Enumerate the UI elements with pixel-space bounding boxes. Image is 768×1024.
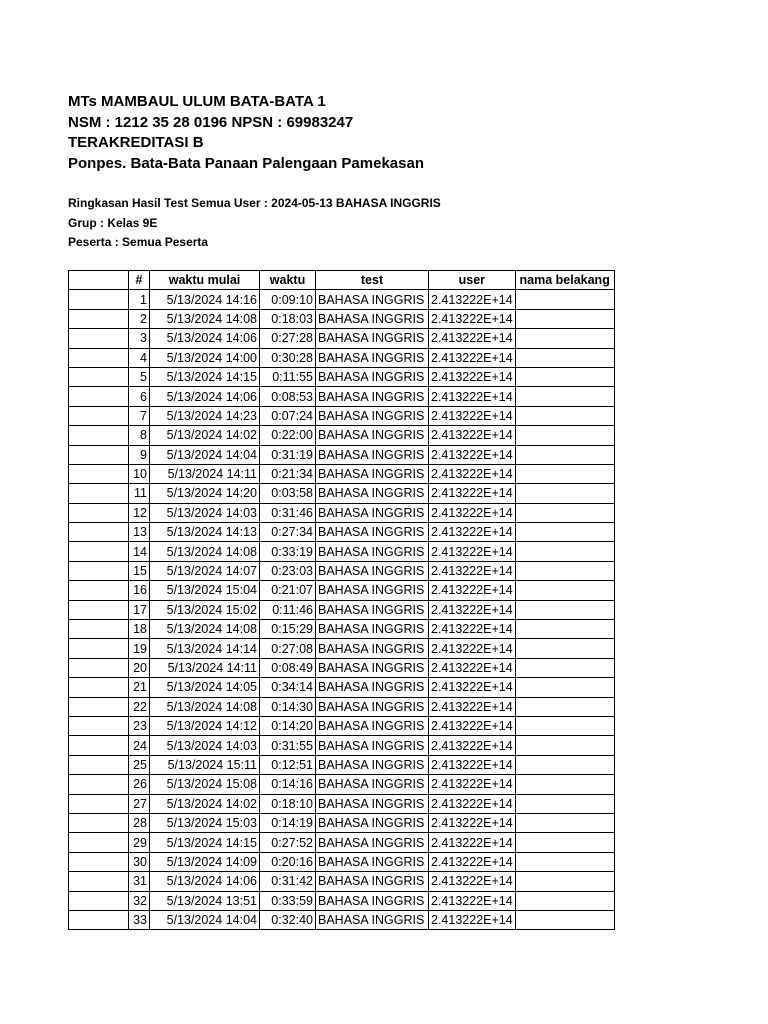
cell-blank: [69, 736, 129, 755]
cell-number: 13: [129, 523, 150, 542]
cell-start-time: 5/13/2024 14:02: [150, 426, 260, 445]
cell-blank: [69, 833, 129, 852]
cell-start-time: 5/13/2024 15:11: [150, 755, 260, 774]
table-row: [69, 678, 615, 697]
cell-start-time: 5/13/2024 14:20: [150, 484, 260, 503]
cell-duration: 0:14:30: [260, 697, 316, 716]
cell-start-time: 5/13/2024 14:06: [150, 387, 260, 406]
table-row: [69, 813, 615, 832]
cell-start-time: 5/13/2024 15:02: [150, 600, 260, 619]
table-row: [69, 755, 615, 774]
cell-user: 2.413222E+14: [429, 639, 516, 658]
table-row: [69, 503, 615, 522]
table-row: [69, 484, 615, 503]
cell-blank: [69, 755, 129, 774]
cell-test: BAHASA INGGRIS: [316, 290, 429, 309]
cell-test: BAHASA INGGRIS: [316, 600, 429, 619]
cell-duration: 0:31:42: [260, 872, 316, 891]
cell-duration: 0:31:19: [260, 445, 316, 464]
cell-last-name: [515, 736, 614, 755]
cell-start-time: 5/13/2024 14:23: [150, 406, 260, 425]
table-row: [69, 833, 615, 852]
cell-test: BAHASA INGGRIS: [316, 561, 429, 580]
cell-test: BAHASA INGGRIS: [316, 716, 429, 735]
cell-last-name: [515, 406, 614, 425]
column-header-duration: waktu: [260, 271, 316, 290]
cell-start-time: 5/13/2024 14:08: [150, 309, 260, 328]
cell-number: 29: [129, 833, 150, 852]
table-header-row: [69, 271, 615, 290]
cell-last-name: [515, 813, 614, 832]
cell-test: BAHASA INGGRIS: [316, 406, 429, 425]
cell-last-name: [515, 639, 614, 658]
cell-blank: [69, 309, 129, 328]
cell-user: 2.413222E+14: [429, 561, 516, 580]
column-header-blank: [69, 271, 129, 290]
cell-start-time: 5/13/2024 14:02: [150, 794, 260, 813]
cell-test: BAHASA INGGRIS: [316, 794, 429, 813]
cell-user: 2.413222E+14: [429, 445, 516, 464]
cell-start-time: 5/13/2024 14:08: [150, 620, 260, 639]
cell-duration: 0:33:19: [260, 542, 316, 561]
cell-start-time: 5/13/2024 14:06: [150, 329, 260, 348]
cell-start-time: 5/13/2024 14:14: [150, 639, 260, 658]
cell-last-name: [515, 387, 614, 406]
cell-test: BAHASA INGGRIS: [316, 678, 429, 697]
cell-start-time: 5/13/2024 15:03: [150, 813, 260, 832]
cell-last-name: [515, 775, 614, 794]
cell-user: 2.413222E+14: [429, 813, 516, 832]
cell-duration: 0:18:10: [260, 794, 316, 813]
cell-user: 2.413222E+14: [429, 775, 516, 794]
cell-user: 2.413222E+14: [429, 600, 516, 619]
cell-start-time: 5/13/2024 14:15: [150, 833, 260, 852]
cell-start-time: 5/13/2024 14:15: [150, 367, 260, 386]
cell-user: 2.413222E+14: [429, 697, 516, 716]
cell-number: 6: [129, 387, 150, 406]
cell-last-name: [515, 600, 614, 619]
cell-blank: [69, 426, 129, 445]
cell-last-name: [515, 484, 614, 503]
cell-last-name: [515, 309, 614, 328]
cell-test: BAHASA INGGRIS: [316, 852, 429, 871]
column-header-test: test: [316, 271, 429, 290]
cell-test: BAHASA INGGRIS: [316, 775, 429, 794]
table-row: [69, 542, 615, 561]
cell-number: 31: [129, 872, 150, 891]
cell-test: BAHASA INGGRIS: [316, 658, 429, 677]
cell-duration: 0:27:52: [260, 833, 316, 852]
cell-number: 18: [129, 620, 150, 639]
table-body: [69, 290, 615, 930]
cell-test: BAHASA INGGRIS: [316, 484, 429, 503]
cell-number: 1: [129, 290, 150, 309]
cell-last-name: [515, 348, 614, 367]
cell-user: 2.413222E+14: [429, 891, 516, 910]
table-row: [69, 658, 615, 677]
cell-last-name: [515, 445, 614, 464]
cell-number: 12: [129, 503, 150, 522]
cell-blank: [69, 910, 129, 929]
cell-duration: 0:23:03: [260, 561, 316, 580]
table-row: [69, 445, 615, 464]
cell-number: 8: [129, 426, 150, 445]
cell-user: 2.413222E+14: [429, 426, 516, 445]
cell-user: 2.413222E+14: [429, 581, 516, 600]
cell-number: 19: [129, 639, 150, 658]
cell-blank: [69, 852, 129, 871]
school-address: Ponpes. Bata-Bata Panaan Palengaan Pamekasan: [68, 154, 424, 172]
cell-user: 2.413222E+14: [429, 542, 516, 561]
cell-duration: 0:07:24: [260, 406, 316, 425]
cell-start-time: 5/13/2024 14:12: [150, 716, 260, 735]
cell-start-time: 5/13/2024 13:51: [150, 891, 260, 910]
cell-blank: [69, 872, 129, 891]
cell-last-name: [515, 620, 614, 639]
column-header-start-time: waktu mulai: [150, 271, 260, 290]
table-row: [69, 290, 615, 309]
cell-duration: 0:31:55: [260, 736, 316, 755]
cell-number: 2: [129, 309, 150, 328]
cell-number: 32: [129, 891, 150, 910]
table-row: [69, 367, 615, 386]
cell-last-name: [515, 367, 614, 386]
cell-user: 2.413222E+14: [429, 503, 516, 522]
cell-blank: [69, 697, 129, 716]
table-row: [69, 891, 615, 910]
cell-test: BAHASA INGGRIS: [316, 309, 429, 328]
cell-number: 25: [129, 755, 150, 774]
cell-test: BAHASA INGGRIS: [316, 910, 429, 929]
cell-start-time: 5/13/2024 14:00: [150, 348, 260, 367]
summary-group: Grup : Kelas 9E: [68, 215, 158, 230]
cell-number: 10: [129, 464, 150, 483]
cell-duration: 0:14:20: [260, 716, 316, 735]
cell-duration: 0:34:14: [260, 678, 316, 697]
column-header-number: #: [129, 271, 150, 290]
cell-user: 2.413222E+14: [429, 406, 516, 425]
cell-last-name: [515, 910, 614, 929]
cell-blank: [69, 639, 129, 658]
cell-start-time: 5/13/2024 14:03: [150, 503, 260, 522]
cell-test: BAHASA INGGRIS: [316, 542, 429, 561]
cell-user: 2.413222E+14: [429, 523, 516, 542]
cell-test: BAHASA INGGRIS: [316, 813, 429, 832]
table-row: [69, 852, 615, 871]
cell-test: BAHASA INGGRIS: [316, 523, 429, 542]
cell-test: BAHASA INGGRIS: [316, 755, 429, 774]
cell-test: BAHASA INGGRIS: [316, 426, 429, 445]
school-registration-numbers: NSM : 1212 35 28 0196 NPSN : 69983247: [68, 113, 354, 131]
cell-last-name: [515, 833, 614, 852]
cell-test: BAHASA INGGRIS: [316, 891, 429, 910]
table-row: [69, 736, 615, 755]
cell-blank: [69, 503, 129, 522]
cell-blank: [69, 775, 129, 794]
cell-duration: 0:20:16: [260, 852, 316, 871]
cell-number: 30: [129, 852, 150, 871]
cell-user: 2.413222E+14: [429, 658, 516, 677]
cell-number: 21: [129, 678, 150, 697]
cell-duration: 0:22:00: [260, 426, 316, 445]
cell-blank: [69, 367, 129, 386]
table-row: [69, 523, 615, 542]
table-row: [69, 910, 615, 929]
cell-last-name: [515, 716, 614, 735]
cell-start-time: 5/13/2024 15:04: [150, 581, 260, 600]
cell-last-name: [515, 581, 614, 600]
cell-duration: 0:27:28: [260, 329, 316, 348]
cell-start-time: 5/13/2024 15:08: [150, 775, 260, 794]
cell-user: 2.413222E+14: [429, 716, 516, 735]
cell-start-time: 5/13/2024 14:09: [150, 852, 260, 871]
cell-blank: [69, 445, 129, 464]
cell-test: BAHASA INGGRIS: [316, 329, 429, 348]
results-table: [68, 270, 615, 930]
cell-duration: 0:08:53: [260, 387, 316, 406]
cell-last-name: [515, 794, 614, 813]
cell-last-name: [515, 678, 614, 697]
cell-last-name: [515, 290, 614, 309]
cell-duration: 0:31:46: [260, 503, 316, 522]
table-row: [69, 775, 615, 794]
cell-user: 2.413222E+14: [429, 329, 516, 348]
cell-duration: 0:21:34: [260, 464, 316, 483]
cell-number: 22: [129, 697, 150, 716]
table-row: [69, 464, 615, 483]
cell-blank: [69, 678, 129, 697]
cell-test: BAHASA INGGRIS: [316, 581, 429, 600]
cell-test: BAHASA INGGRIS: [316, 464, 429, 483]
cell-last-name: [515, 561, 614, 580]
cell-blank: [69, 406, 129, 425]
cell-last-name: [515, 542, 614, 561]
cell-last-name: [515, 523, 614, 542]
cell-blank: [69, 581, 129, 600]
cell-test: BAHASA INGGRIS: [316, 348, 429, 367]
cell-number: 33: [129, 910, 150, 929]
cell-duration: 0:08:49: [260, 658, 316, 677]
school-name: MTs MAMBAUL ULUM BATA-BATA 1: [68, 93, 326, 110]
cell-user: 2.413222E+14: [429, 290, 516, 309]
cell-duration: 0:18:03: [260, 309, 316, 328]
column-header-last-name: nama belakang: [515, 271, 614, 290]
cell-test: BAHASA INGGRIS: [316, 620, 429, 639]
cell-last-name: [515, 755, 614, 774]
cell-last-name: [515, 852, 614, 871]
cell-start-time: 5/13/2024 14:11: [150, 464, 260, 483]
cell-start-time: 5/13/2024 14:05: [150, 678, 260, 697]
table-row: [69, 716, 615, 735]
cell-blank: [69, 716, 129, 735]
cell-duration: 0:14:16: [260, 775, 316, 794]
cell-start-time: 5/13/2024 14:08: [150, 697, 260, 716]
cell-number: 14: [129, 542, 150, 561]
cell-blank: [69, 658, 129, 677]
cell-number: 5: [129, 367, 150, 386]
cell-blank: [69, 464, 129, 483]
cell-number: 7: [129, 406, 150, 425]
cell-user: 2.413222E+14: [429, 755, 516, 774]
cell-test: BAHASA INGGRIS: [316, 697, 429, 716]
table-row: [69, 387, 615, 406]
table-row: [69, 639, 615, 658]
accreditation-status: TERAKREDITASI B: [68, 134, 204, 151]
cell-user: 2.413222E+14: [429, 484, 516, 503]
cell-number: 9: [129, 445, 150, 464]
column-header-user: user: [429, 271, 516, 290]
cell-blank: [69, 348, 129, 367]
cell-number: 20: [129, 658, 150, 677]
cell-user: 2.413222E+14: [429, 309, 516, 328]
cell-user: 2.413222E+14: [429, 833, 516, 852]
table-row: [69, 329, 615, 348]
cell-duration: 0:14:19: [260, 813, 316, 832]
cell-blank: [69, 620, 129, 639]
table-row: [69, 697, 615, 716]
cell-last-name: [515, 697, 614, 716]
cell-user: 2.413222E+14: [429, 367, 516, 386]
cell-user: 2.413222E+14: [429, 852, 516, 871]
cell-blank: [69, 484, 129, 503]
cell-duration: 0:32:40: [260, 910, 316, 929]
cell-number: 3: [129, 329, 150, 348]
cell-last-name: [515, 503, 614, 522]
cell-blank: [69, 542, 129, 561]
cell-last-name: [515, 464, 614, 483]
cell-blank: [69, 794, 129, 813]
cell-test: BAHASA INGGRIS: [316, 639, 429, 658]
cell-user: 2.413222E+14: [429, 464, 516, 483]
cell-user: 2.413222E+14: [429, 794, 516, 813]
table-row: [69, 581, 615, 600]
cell-last-name: [515, 872, 614, 891]
cell-test: BAHASA INGGRIS: [316, 872, 429, 891]
table-row: [69, 406, 615, 425]
cell-user: 2.413222E+14: [429, 620, 516, 639]
cell-user: 2.413222E+14: [429, 736, 516, 755]
cell-number: 27: [129, 794, 150, 813]
table-row: [69, 620, 615, 639]
cell-duration: 0:27:08: [260, 639, 316, 658]
cell-start-time: 5/13/2024 14:03: [150, 736, 260, 755]
summary-participants: Peserta : Semua Peserta: [68, 235, 209, 249]
cell-last-name: [515, 329, 614, 348]
summary-title: Ringkasan Hasil Test Semua User : 2024-05-13 BAHASA INGGRIS: [68, 196, 441, 210]
cell-blank: [69, 891, 129, 910]
cell-duration: 0:21:07: [260, 581, 316, 600]
cell-start-time: 5/13/2024 14:16: [150, 290, 260, 309]
cell-blank: [69, 561, 129, 580]
cell-test: BAHASA INGGRIS: [316, 736, 429, 755]
table-row: [69, 794, 615, 813]
cell-user: 2.413222E+14: [429, 910, 516, 929]
cell-blank: [69, 523, 129, 542]
cell-blank: [69, 387, 129, 406]
cell-start-time: 5/13/2024 14:11: [150, 658, 260, 677]
cell-start-time: 5/13/2024 14:07: [150, 561, 260, 580]
table-row: [69, 600, 615, 619]
cell-start-time: 5/13/2024 14:04: [150, 910, 260, 929]
cell-test: BAHASA INGGRIS: [316, 367, 429, 386]
cell-duration: 0:27:34: [260, 523, 316, 542]
cell-number: 4: [129, 348, 150, 367]
test-summary: [68, 194, 441, 253]
cell-number: 16: [129, 581, 150, 600]
cell-number: 28: [129, 813, 150, 832]
cell-user: 2.413222E+14: [429, 387, 516, 406]
cell-blank: [69, 600, 129, 619]
cell-duration: 0:33:59: [260, 891, 316, 910]
cell-number: 26: [129, 775, 150, 794]
cell-test: BAHASA INGGRIS: [316, 445, 429, 464]
cell-duration: 0:12:51: [260, 755, 316, 774]
table-row: [69, 348, 615, 367]
cell-number: 23: [129, 716, 150, 735]
table-row: [69, 309, 615, 328]
cell-last-name: [515, 891, 614, 910]
cell-duration: 0:09:10: [260, 290, 316, 309]
cell-start-time: 5/13/2024 14:06: [150, 872, 260, 891]
cell-blank: [69, 290, 129, 309]
cell-user: 2.413222E+14: [429, 872, 516, 891]
cell-start-time: 5/13/2024 14:04: [150, 445, 260, 464]
table-row: [69, 872, 615, 891]
table-row: [69, 561, 615, 580]
cell-duration: 0:03:58: [260, 484, 316, 503]
school-header: [68, 92, 424, 174]
cell-test: BAHASA INGGRIS: [316, 387, 429, 406]
table-row: [69, 426, 615, 445]
cell-duration: 0:15:29: [260, 620, 316, 639]
cell-blank: [69, 813, 129, 832]
cell-last-name: [515, 426, 614, 445]
cell-number: 17: [129, 600, 150, 619]
cell-number: 15: [129, 561, 150, 580]
cell-user: 2.413222E+14: [429, 348, 516, 367]
cell-duration: 0:11:55: [260, 367, 316, 386]
cell-duration: 0:30:28: [260, 348, 316, 367]
cell-user: 2.413222E+14: [429, 678, 516, 697]
cell-duration: 0:11:46: [260, 600, 316, 619]
cell-blank: [69, 329, 129, 348]
cell-test: BAHASA INGGRIS: [316, 833, 429, 852]
cell-number: 11: [129, 484, 150, 503]
cell-last-name: [515, 658, 614, 677]
cell-number: 24: [129, 736, 150, 755]
cell-test: BAHASA INGGRIS: [316, 503, 429, 522]
cell-start-time: 5/13/2024 14:08: [150, 542, 260, 561]
cell-start-time: 5/13/2024 14:13: [150, 523, 260, 542]
